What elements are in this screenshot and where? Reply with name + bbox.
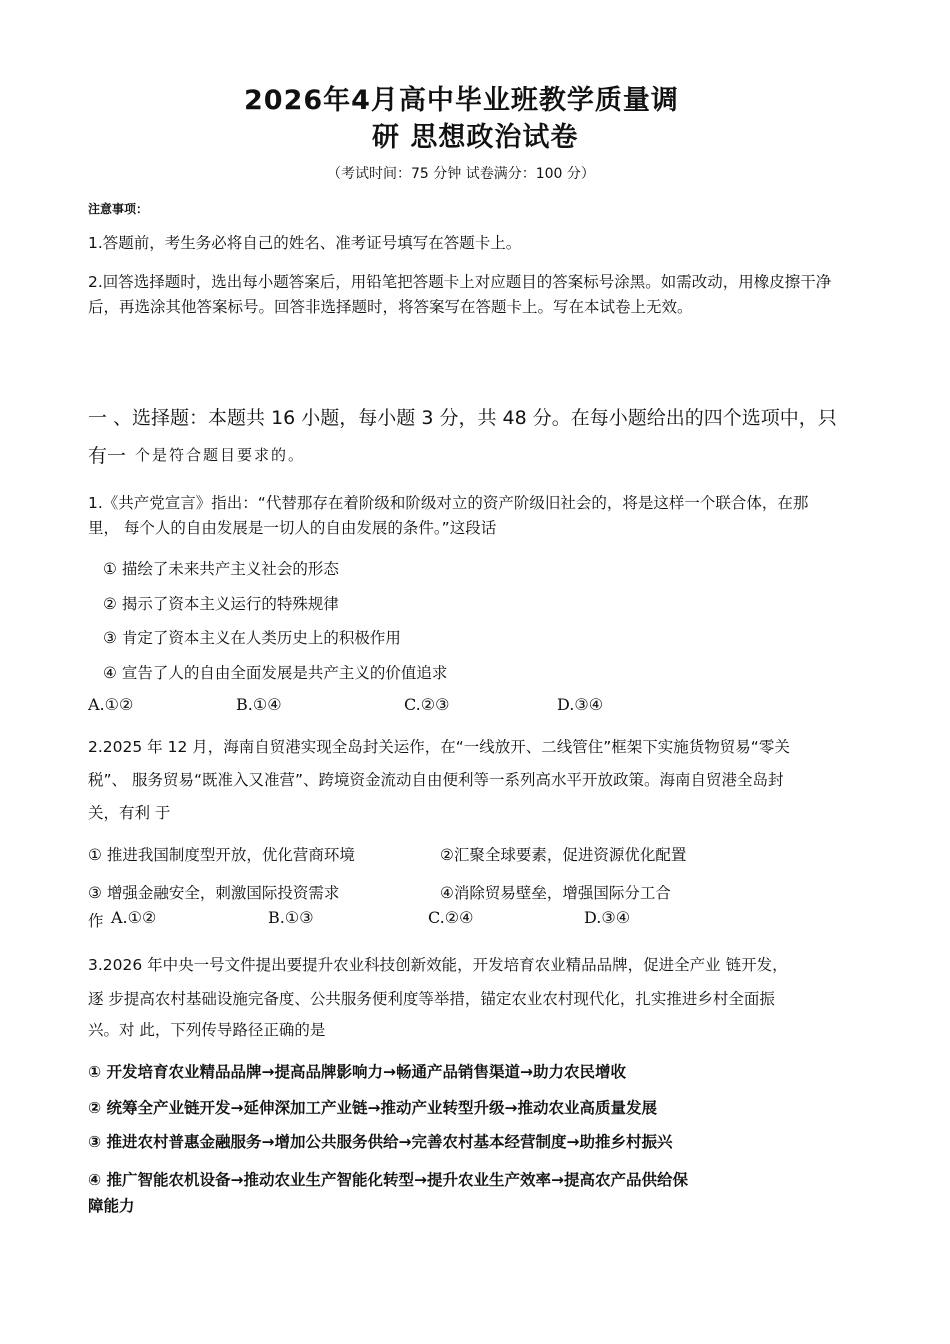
- q1-option-4: ④ 宣告了人的自由全面发展是共产主义的价值追求: [103, 664, 448, 682]
- q1-option-1: ① 描绘了未来共产主义社会的形态: [103, 560, 339, 578]
- q3-option-3: ③ 推进农村普惠金融服务→增加公共服务供给→完善农村基本经营制度→助推乡村振兴: [88, 1133, 673, 1151]
- exam-title-line2: 研 思想政治试卷: [372, 122, 579, 153]
- q2-option-4: ④消除贸易壁垒，增强国际分工合: [440, 884, 671, 902]
- exam-subtitle: （考试时间：75 分钟 试卷满分：100 分）: [327, 166, 595, 182]
- q3-stem-line1: 3.2026 年中央一号文件提出要提升农业科技创新效能，开发培育农业精品品牌，促进全产业 链开发，: [88, 956, 788, 974]
- notice-heading: 注意事项：: [88, 202, 149, 216]
- q1-choice-d: D.③④: [557, 695, 604, 714]
- q2-choice-a: A.①②: [111, 908, 157, 927]
- q3-option-4-line1: ④ 推广智能农机设备→推动农业生产智能化转型→提升农业生产效率→提高农产品供给保: [88, 1171, 688, 1189]
- q2-choice-c: C.②④: [428, 908, 474, 927]
- q1-option-2: ② 揭示了资本主义运行的特殊规律: [103, 595, 339, 613]
- q1-choice-b: B.①④: [236, 695, 282, 714]
- q2-option-4-cont: 作: [88, 912, 104, 930]
- q1-choice-c: C.②③: [404, 695, 450, 714]
- q2-stem-line3: 关，有利 于: [88, 804, 171, 822]
- q2-choice-b: B.①③: [268, 908, 314, 927]
- section-heading-line1: 一 、选择题：本题共 16 小题，每小题 3 分，共 48 分。在每小题给出的四个选项中，只: [88, 407, 837, 429]
- q3-stem-line3: 兴。对 此，下列传导路径正确的是: [88, 1021, 326, 1039]
- section-heading-line2-b: 个是符合题目要求的。: [135, 446, 306, 464]
- section-heading-line2-a: 有一: [88, 445, 127, 467]
- q2-option-2: ②汇聚全球要素，促进资源优化配置: [440, 846, 687, 864]
- q2-stem-line1: 2.2025 年 12 月，海南自贸港实现全岛封关运作，在“一线放开、二线管住”框架下实施货物贸易“零关: [88, 738, 790, 756]
- notice-item-2-line1: 2.回答选择题时，选出每小题答案后，用铅笔把答题卡上对应题目的答案标号涂黑。如需改动，用橡皮擦干净: [88, 273, 832, 291]
- notice-item-2-line2: 后，再选涂其他答案标号。回答非选择题时，将答案写在答题卡上。写在本试卷上无效。: [88, 298, 693, 316]
- q2-choice-d: D.③④: [584, 908, 631, 927]
- q2-stem-line2: 税”、 服务贸易“既准入又准营”、跨境资金流动自由便利等一系列高水平开放政策。海南自贸港全岛封: [88, 771, 784, 789]
- q1-stem-line2: 里， 每个人的自由发展是一切人的自由发展的条件。”这段话: [88, 519, 497, 537]
- q3-option-4-line2: 障能力: [88, 1197, 135, 1215]
- q1-option-3: ③ 肯定了资本主义在人类历史上的积极作用: [103, 629, 401, 647]
- q3-stem-line2: 逐 步提高农村基础设施完备度、公共服务便利度等举措，锚定农业农村现代化，扎实推进乡村全面振: [88, 990, 775, 1008]
- q3-option-2: ② 统筹全产业链开发→延伸深加工产业链→推动产业转型升级→推动农业高质量发展: [88, 1099, 657, 1117]
- q3-option-1: ① 开发培育农业精品品牌→提高品牌影响力→畅通产品销售渠道→助力农民增收: [88, 1063, 626, 1081]
- q2-option-1: ① 推进我国制度型开放，优化营商环境: [88, 846, 355, 864]
- notice-item-1: 1.答题前，考生务必将自己的姓名、准考证号填写在答题卡上。: [88, 234, 522, 252]
- exam-title-line1: 2026年4月高中毕业班教学质量调: [244, 85, 679, 116]
- q1-stem-line1: 1.《共产党宣言》指出：“代替那存在着阶级和阶级对立的资产阶级旧社会的，将是这样一个联合体，在那: [88, 494, 809, 512]
- q1-choice-a: A.①②: [88, 695, 134, 714]
- q2-option-3: ③ 增强金融安全，刺激国际投资需求: [88, 884, 340, 902]
